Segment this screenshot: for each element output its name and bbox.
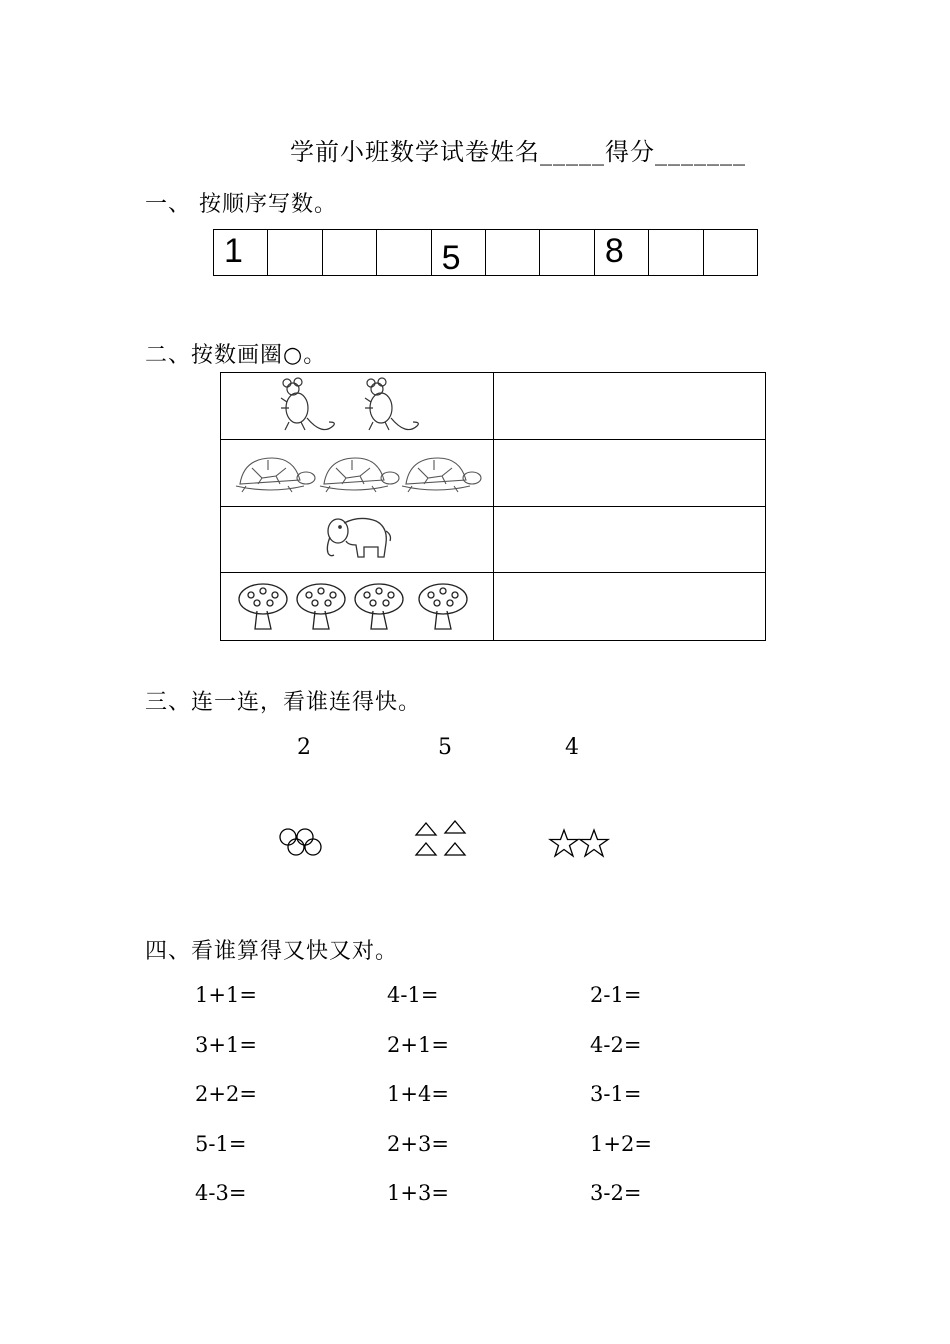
match-number[interactable]: 4 (565, 735, 579, 760)
calc-problem: 4-2= (590, 1033, 642, 1057)
calc-problem: 3-2= (590, 1181, 642, 1205)
calc-problem: 2-1= (590, 983, 642, 1007)
number-box[interactable]: 8 (595, 230, 649, 275)
apple-tree-icon (355, 584, 403, 629)
number-box[interactable] (486, 230, 540, 275)
match-number[interactable]: 2 (297, 735, 311, 760)
circle-icon (297, 829, 313, 845)
calc-problem: 4-3= (195, 1181, 247, 1205)
calc-problem: 3-1= (590, 1082, 642, 1106)
number-box[interactable] (540, 230, 594, 275)
picture-cell (221, 440, 494, 506)
circle-icon (305, 839, 321, 855)
apple-tree-icon (239, 584, 287, 629)
section-4-heading: 四、看谁算得又快又对。 (145, 939, 399, 964)
calc-problem: 2+2= (195, 1082, 257, 1106)
triangle-icon (445, 843, 465, 855)
calc-problem: 5-1= (195, 1132, 247, 1156)
apple-tree-group (237, 581, 477, 633)
match-number[interactable]: 5 (438, 735, 452, 760)
calc-problem: 2+3= (387, 1132, 449, 1156)
calc-problem: 4-1= (387, 983, 439, 1007)
number-box[interactable] (268, 230, 322, 275)
circle-icon (288, 839, 304, 855)
table-row (221, 373, 765, 440)
calc-problem: 2+1= (387, 1033, 449, 1057)
calc-problem: 1+3= (387, 1181, 449, 1205)
turtle-group (232, 448, 482, 498)
turtle-icon (402, 458, 481, 492)
number-box[interactable] (649, 230, 703, 275)
answer-cell[interactable] (494, 507, 765, 573)
mouse-icon (281, 378, 334, 430)
picture-cell (221, 573, 494, 640)
apple-tree-icon (419, 584, 467, 629)
picture-cell (221, 373, 494, 439)
triangle-icon (445, 821, 465, 833)
calc-problem: 3+1= (195, 1033, 257, 1057)
section-1-heading: 一、 按顺序写数。 (145, 192, 337, 217)
draw-circles-table (220, 372, 766, 641)
mouse-icon (365, 378, 418, 430)
number-box[interactable]: 1 (214, 230, 268, 275)
table-row (221, 440, 765, 507)
section-2-heading: 二、按数画圈○。 (145, 343, 327, 368)
answer-cell[interactable] (494, 373, 765, 439)
answer-cell[interactable] (494, 440, 765, 506)
triangle-group[interactable] (414, 820, 470, 860)
circle-icon (280, 829, 296, 845)
star-icon (550, 830, 578, 856)
triangle-icon (416, 843, 436, 855)
apple-tree-icon (297, 584, 345, 629)
calc-problem: 1+2= (590, 1132, 652, 1156)
turtle-icon (320, 458, 399, 492)
table-row (221, 507, 765, 574)
circle-group[interactable] (276, 826, 326, 858)
star-icon (580, 830, 608, 856)
number-box[interactable]: 5 (432, 230, 486, 275)
answer-cell[interactable] (494, 573, 765, 640)
number-box[interactable] (323, 230, 377, 275)
number-box[interactable] (704, 230, 757, 275)
turtle-icon (236, 458, 315, 492)
calc-problem: 1+1= (195, 983, 257, 1007)
mouse-group (267, 374, 447, 438)
elephant-icon (327, 519, 390, 558)
page-title: 学前小班数学试卷姓名_____得分_______ (290, 138, 746, 166)
number-box[interactable] (377, 230, 431, 275)
number-sequence-boxes (213, 229, 758, 276)
star-group[interactable] (548, 828, 612, 860)
elephant-group (320, 513, 394, 565)
calc-problem: 1+4= (387, 1082, 449, 1106)
triangle-icon (416, 823, 436, 835)
picture-cell (221, 507, 494, 573)
table-row (221, 573, 765, 640)
section-3-heading: 三、连一连，看谁连得快。 (145, 690, 422, 715)
